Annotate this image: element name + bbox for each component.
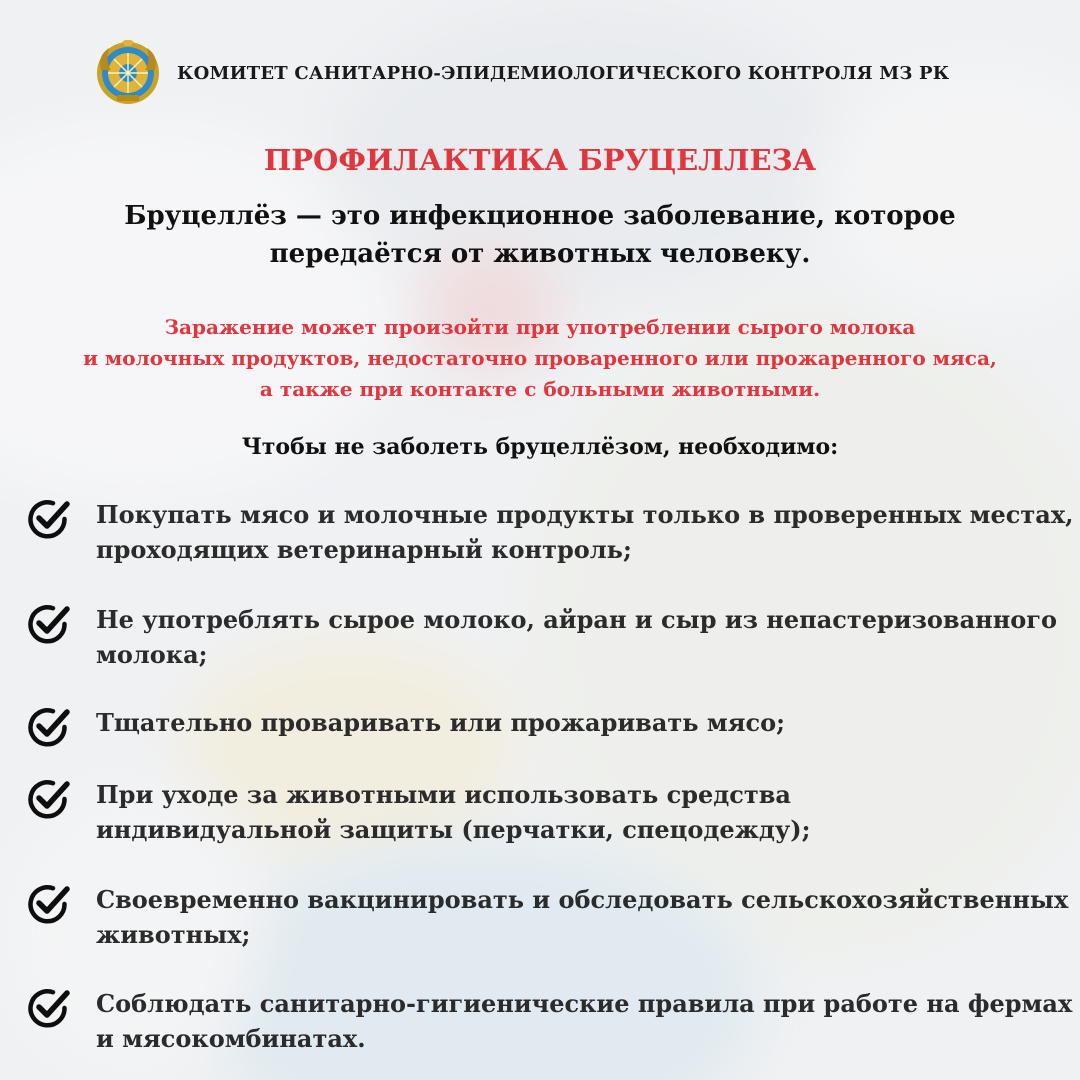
list-item-line: животных; (96, 920, 251, 949)
list-item (24, 602, 1057, 672)
list-item (24, 986, 1073, 1056)
list-item-text (96, 777, 810, 847)
list-item-text (96, 882, 1068, 952)
check-circle-icon (24, 703, 72, 751)
list-item-line: Тщательно проваривать или прожаривать мясо; (96, 708, 785, 737)
list-item-line: При уходе за животными использовать средства (96, 780, 791, 809)
check-circle-icon (24, 880, 72, 928)
check-circle-icon (24, 600, 72, 648)
list-item-text (96, 986, 1072, 1056)
disease-definition: Бруцеллёз — это инфекционное заболевание, которое передаётся от животных человеку. (124, 201, 956, 269)
recommendations-lead: Чтобы не заболеть бруцеллёзом, необходимо: (241, 434, 839, 460)
warning-line: Заражение может произойти при употреблении сырого молока (164, 315, 916, 339)
list-item (24, 882, 1069, 952)
infection-warning (40, 312, 1040, 405)
warning-line: а также при контакте с больными животными. (259, 377, 821, 401)
list-item-line: Не употреблять сырое молоко, айран и сыр из непастеризованного (96, 605, 1057, 634)
check-circle-icon (24, 495, 72, 543)
list-item-line: индивидуальной защиты (перчатки, спецодежду); (96, 815, 811, 844)
warning-line: и молочных продуктов, недостаточно проваренного или прожаренного мяса, (83, 346, 997, 370)
list-item (24, 777, 1044, 847)
list-item-text (96, 705, 785, 740)
list-item-line: Соблюдать санитарно-гигиенические правила при работе на фермах (96, 989, 1073, 1018)
organization-name: КОМИТЕТ САНИТАРНО-ЭПИДЕМИОЛОГИЧЕСКОГО КОНТРОЛЯ МЗ РК (177, 62, 950, 84)
check-circle-icon (24, 775, 72, 823)
list-item-line: молока; (96, 640, 208, 669)
list-item (24, 705, 1044, 751)
list-item-text (96, 497, 1073, 567)
page-title: ПРОФИЛАКТИКА БРУЦЕЛЛЕЗА (263, 143, 817, 177)
list-item-line: и мясокомбинатах. (96, 1024, 366, 1053)
list-item-line: Покупать мясо и молочные продукты только в проверенных местах, (96, 500, 1074, 529)
list-item-line: Своевременно вакцинировать и обследовать сельскохозяйственных (96, 885, 1069, 914)
list-item-line: проходящих ветеринарный контроль; (96, 535, 632, 564)
check-circle-icon (24, 984, 72, 1032)
kazakhstan-emblem-icon (95, 40, 161, 106)
header (95, 40, 949, 106)
list-item (24, 497, 1074, 567)
list-item-text (96, 602, 1057, 672)
